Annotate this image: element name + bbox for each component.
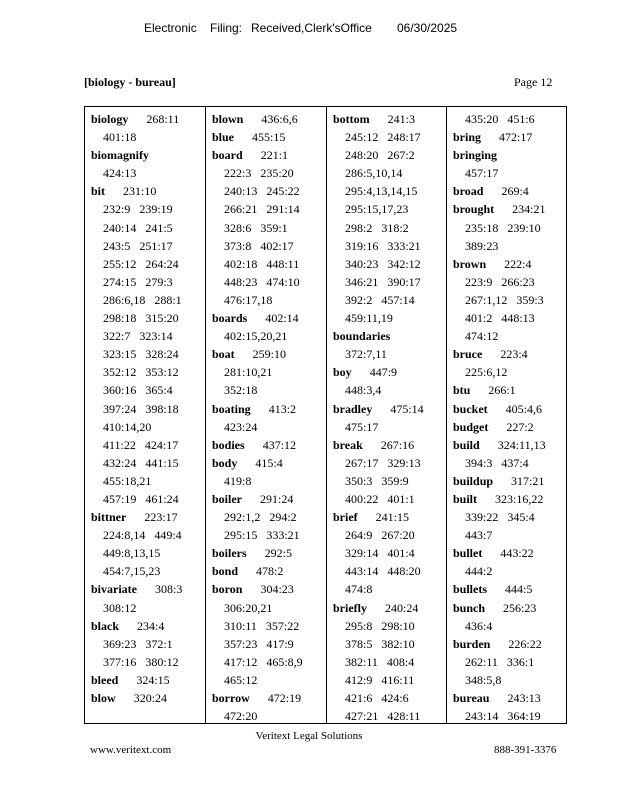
index-page-refs: 256:23 <box>503 600 537 615</box>
footer-phone: 888-391-3376 <box>494 744 557 756</box>
index-continuation: 298:18 315:20 <box>103 311 179 326</box>
index-continuation: 448:23 474:10 <box>224 274 300 289</box>
index-continuation: 475:17 <box>345 419 379 434</box>
index-page-refs: 447:9 <box>369 365 398 380</box>
index-page-refs: 240:24 <box>385 600 419 615</box>
index-continuation: 476:17,18 <box>224 292 273 307</box>
index-page-refs: 320:24 <box>133 691 168 705</box>
index-continuation: 417:12 465:8,9 <box>224 654 303 669</box>
index-term: bivariate <box>91 582 137 597</box>
index-page-refs: 266:1 <box>488 383 516 398</box>
index-continuation: 397:24 398:18 <box>103 401 179 416</box>
index-term: black <box>91 618 120 633</box>
index-entry <box>212 110 322 128</box>
index-page-refs: 241:15 <box>375 510 409 525</box>
index-term: bucket <box>453 401 488 416</box>
index-continuation: 340:23 342:12 <box>345 256 421 271</box>
index-term: borrow <box>212 691 250 705</box>
index-page-refs: 231:10 <box>123 184 157 199</box>
index-term: boiler <box>212 491 242 506</box>
index-term: bringing <box>453 148 498 163</box>
index-continuation: 400:22 401:1 <box>345 491 415 506</box>
index-page-refs: 221:1 <box>260 148 289 163</box>
index-continuation: 352:18 <box>224 383 258 398</box>
index-continuation: 224:8,14 449:4 <box>103 528 182 543</box>
index-continuation: 267:17 329:13 <box>345 455 421 470</box>
index-term: boundaries <box>333 329 391 344</box>
index-continuation: 295:15 333:21 <box>224 528 300 543</box>
index-continuation: 427:21 428:11 <box>345 709 421 723</box>
index-entry <box>91 671 201 689</box>
index-continuation: 412:9 416:11 <box>345 672 415 687</box>
index-entry <box>333 400 442 418</box>
index-entry <box>453 544 562 562</box>
index-continuation: 319:16 333:21 <box>345 238 421 253</box>
index-entry <box>453 490 562 508</box>
index-entry <box>212 454 322 472</box>
index-entry <box>453 689 562 707</box>
index-entry <box>453 146 562 164</box>
index-continuation: 435:20 451:6 <box>465 112 535 126</box>
index-continuation: 328:6 359:1 <box>224 220 288 235</box>
index-page-refs: 472:19 <box>267 691 302 705</box>
index-page-refs: 478:2 <box>256 564 284 579</box>
index-term: buildup <box>453 473 494 488</box>
index-continuation: 457:19 461:24 <box>103 491 179 506</box>
index-page-refs: 234:4 <box>137 618 165 633</box>
index-entry <box>212 345 322 363</box>
index-page-refs: 437:12 <box>262 437 297 452</box>
index-term: btu <box>453 383 471 398</box>
index-term: biology <box>91 112 129 126</box>
index-continuation: 432:24 441:15 <box>103 455 179 470</box>
index-entry <box>453 400 562 418</box>
index-entry <box>91 146 201 164</box>
page-number: Page 12 <box>514 75 553 89</box>
index-continuation: 323:15 328:24 <box>103 347 179 362</box>
index-entry <box>453 580 562 598</box>
index-continuation: 225:6,12 <box>465 365 508 380</box>
index-term: bullets <box>453 582 488 597</box>
index-continuation: 346:21 390:17 <box>345 274 421 289</box>
index-page-refs: 405:4,6 <box>505 401 543 416</box>
index-continuation: 373:8 402:17 <box>224 238 294 253</box>
index-entry <box>212 146 322 164</box>
index-continuation: 281:10,21 <box>224 365 273 380</box>
index-page-refs: 415:4 <box>255 455 283 470</box>
index-term: board <box>212 148 243 163</box>
index-entry <box>212 490 322 508</box>
footer-website: www.veritext.com <box>90 744 172 756</box>
index-page-refs: 292:5 <box>264 546 293 561</box>
index-entry <box>453 128 562 146</box>
index-continuation: 472:20 <box>224 709 258 723</box>
index-entry <box>333 327 442 345</box>
index-page-refs: 444:5 <box>505 582 533 597</box>
index-continuation: 266:21 291:14 <box>224 202 300 217</box>
index-term: burden <box>453 636 491 651</box>
index-entry <box>212 580 322 598</box>
index-continuation: 377:16 380:12 <box>103 654 179 669</box>
index-range-header: [biology - bureau] <box>84 75 176 89</box>
index-page-refs: 223:17 <box>144 510 178 525</box>
index-continuation: 245:12 248:17 <box>345 130 421 145</box>
index-column-4 <box>447 107 566 723</box>
index-entry <box>453 418 562 436</box>
index-entry <box>91 689 201 707</box>
index-term: built <box>453 491 478 506</box>
index-entry <box>333 436 442 454</box>
index-continuation: 369:23 372:1 <box>103 636 173 651</box>
index-continuation: 448:3,4 <box>345 383 382 398</box>
index-term: boards <box>212 311 248 326</box>
index-term: blow <box>91 691 116 705</box>
index-term: blue <box>212 130 235 145</box>
index-continuation: 348:5,8 <box>465 672 502 687</box>
index-continuation: 274:15 279:3 <box>103 274 173 289</box>
footer-company: Veritext Legal Solutions <box>255 730 363 742</box>
index-page-refs: 317:21 <box>511 473 545 488</box>
index-continuation: 474:12 <box>465 329 499 344</box>
index-entry <box>212 436 322 454</box>
index-continuation: 401:18 <box>103 130 137 145</box>
index-continuation: 222:3 235:20 <box>224 166 294 181</box>
index-term: bodies <box>212 437 245 452</box>
index-term: break <box>333 437 363 452</box>
index-continuation: 329:14 401:4 <box>345 546 415 561</box>
index-term: bring <box>453 130 482 145</box>
index-column-1 <box>85 107 206 723</box>
filing-stamp-label: Filing: <box>210 21 243 35</box>
index-continuation: 240:13 245:22 <box>224 184 300 199</box>
index-continuation: 352:12 353:12 <box>103 365 179 380</box>
index-page-refs: 291:24 <box>260 491 294 506</box>
index-page-refs: 268:11 <box>146 112 180 126</box>
index-page-refs: 227:2 <box>506 419 534 434</box>
index-term: briefly <box>333 600 367 615</box>
index-page-refs: 226:22 <box>508 636 542 651</box>
index-entry <box>212 544 322 562</box>
index-continuation: 240:14 241:5 <box>103 220 173 235</box>
index-page-refs: 243:13 <box>507 691 541 705</box>
index-term: bunch <box>453 600 486 615</box>
index-term: biomagnify <box>91 148 150 163</box>
index-term: boat <box>212 347 235 362</box>
index-continuation: 378:5 382:10 <box>345 636 415 651</box>
index-term: bittner <box>91 510 127 525</box>
index-continuation: 248:20 267:2 <box>345 148 415 163</box>
index-term: blown <box>212 112 244 126</box>
index-page-refs: 436:6,6 <box>261 112 298 126</box>
index-entry <box>212 562 322 580</box>
index-continuation: 372:7,11 <box>345 347 387 362</box>
index-entry <box>333 599 442 617</box>
index-entry <box>333 110 442 128</box>
index-continuation: 394:3 437:4 <box>465 455 529 470</box>
index-continuation: 410:14,20 <box>103 419 152 434</box>
index-continuation: 436:4 <box>465 618 493 633</box>
index-continuation: 465:12 <box>224 672 258 687</box>
index-continuation: 411:22 424:17 <box>103 437 179 452</box>
index-continuation: 389:23 <box>465 238 499 253</box>
index-entry <box>453 599 562 617</box>
index-continuation: 455:18,21 <box>103 473 152 488</box>
index-continuation: 292:1,2 294:2 <box>224 510 297 525</box>
index-entry <box>91 508 201 526</box>
index-continuation: 360:16 365:4 <box>103 383 173 398</box>
index-continuation: 223:9 266:23 <box>465 274 535 289</box>
index-term: bullet <box>453 546 483 561</box>
index-continuation: 392:2 457:14 <box>345 292 415 307</box>
index-term: boilers <box>212 546 247 561</box>
index-page-refs: 308:3 <box>155 582 183 597</box>
index-continuation: 419:8 <box>224 473 252 488</box>
index-page-refs: 241:3 <box>387 112 416 126</box>
index-continuation: 308:12 <box>103 600 137 615</box>
index-continuation: 402:18 448:11 <box>224 256 300 271</box>
index-term: boy <box>333 365 352 380</box>
index-continuation: 421:6 424:6 <box>345 691 409 705</box>
index-page-refs: 324:15 <box>136 672 170 687</box>
index-term: bit <box>91 184 106 199</box>
index-continuation: 443:7 <box>465 528 493 543</box>
index-continuation: 443:14 448:20 <box>345 564 421 579</box>
index-term: body <box>212 455 238 470</box>
index-entry <box>91 182 201 200</box>
index-term: bruce <box>453 347 483 362</box>
index-continuation: 310:11 357:22 <box>224 618 300 633</box>
index-column-2 <box>206 107 327 723</box>
index-continuation: 454:7,15,23 <box>103 564 161 579</box>
index-term: bureau <box>453 691 490 705</box>
index-continuation: 235:18 239:10 <box>465 220 541 235</box>
index-page-refs: 267:16 <box>380 437 415 452</box>
index-continuation: 322:7 323:14 <box>103 329 173 344</box>
index-page-refs: 472:17 <box>499 130 533 145</box>
index-entry <box>91 110 201 128</box>
index-page-refs: 259:10 <box>252 347 287 362</box>
index-page-refs: 304:23 <box>260 582 294 597</box>
index-continuation: 424:13 <box>103 166 137 181</box>
index-continuation: 339:22 345:4 <box>465 510 535 525</box>
index-continuation: 350:3 359:9 <box>345 473 409 488</box>
index-entry <box>453 381 562 399</box>
index-continuation: 449:8,13,15 <box>103 546 161 561</box>
index-continuation: 262:11 336:1 <box>465 654 535 669</box>
index-continuation: 459:11,19 <box>345 311 393 326</box>
index-entry <box>212 309 322 327</box>
index-continuation: 286:6,18 288:1 <box>103 292 182 307</box>
index-entry <box>333 508 442 526</box>
index-page-refs: 223:4 <box>500 347 528 362</box>
index-term: brown <box>453 256 487 271</box>
index-continuation: 295:4,13,14,15 <box>345 184 418 199</box>
index-page-refs: 222:4 <box>504 256 532 271</box>
index-page-refs: 324:11,13 <box>497 437 546 452</box>
index-entry <box>333 363 442 381</box>
index-continuation: 357:23 417:9 <box>224 636 294 651</box>
index-page-refs: 455:15 <box>252 130 286 145</box>
index-continuation: 232:9 239:19 <box>103 202 173 217</box>
index-continuation: 423:24 <box>224 419 258 434</box>
index-entry <box>212 689 322 707</box>
index-column-3 <box>327 107 447 723</box>
index-page-refs: 413:2 <box>268 401 297 416</box>
index-term: budget <box>453 419 489 434</box>
index-entry <box>91 580 201 598</box>
filing-stamp-electronic: Electronic <box>144 21 197 35</box>
index-term: bottom <box>333 112 370 126</box>
index-entry <box>212 128 322 146</box>
index-entry <box>453 436 562 454</box>
index-page-refs: 443:22 <box>500 546 534 561</box>
index-continuation: 402:15,20,21 <box>224 329 288 344</box>
index-page-refs: 234:21 <box>512 202 546 217</box>
index-entry <box>453 200 562 218</box>
index-term: boating <box>212 401 251 416</box>
index-entry <box>212 400 322 418</box>
index-continuation: 243:5 251:17 <box>103 238 173 253</box>
index-term: bond <box>212 564 239 579</box>
index-term: brought <box>453 202 495 217</box>
index-continuation: 267:1,12 359:3 <box>465 292 544 307</box>
index-page-refs: 402:14 <box>265 311 299 326</box>
index-continuation: 298:2 318:2 <box>345 220 409 235</box>
index-page-refs: 269:4 <box>501 184 529 199</box>
word-index-table <box>84 106 567 724</box>
index-continuation: 255:12 264:24 <box>103 256 179 271</box>
index-entry <box>91 617 201 635</box>
index-continuation: 382:11 408:4 <box>345 654 415 669</box>
index-entry <box>453 472 562 490</box>
index-continuation: 457:17 <box>465 166 499 181</box>
index-entry <box>453 345 562 363</box>
index-entry <box>453 255 562 273</box>
index-continuation: 401:2 448:13 <box>465 311 535 326</box>
index-term: boron <box>212 582 243 597</box>
index-page-refs: 323:16,22 <box>495 491 544 506</box>
index-page-refs: 475:14 <box>390 401 424 416</box>
index-continuation: 306:20,21 <box>224 600 273 615</box>
index-term: build <box>453 437 480 452</box>
index-entry <box>453 635 562 653</box>
index-continuation: 295:15,17,23 <box>345 202 409 217</box>
index-term: brief <box>333 510 358 525</box>
index-continuation: 444:2 <box>465 564 493 579</box>
index-continuation: 295:8 298:10 <box>345 618 415 633</box>
index-term: bradley <box>333 401 373 416</box>
index-continuation: 286:5,10,14 <box>345 166 403 181</box>
index-continuation: 243:14 364:19 <box>465 709 541 723</box>
index-term: broad <box>453 184 484 199</box>
filing-stamp-date: 06/30/2025 <box>397 21 458 35</box>
index-continuation: 474:8 <box>345 582 373 597</box>
index-continuation: 264:9 267:20 <box>345 528 415 543</box>
index-entry <box>453 182 562 200</box>
index-term: bleed <box>91 672 119 687</box>
filing-stamp-received: Received,Clerk'sOffice <box>251 21 372 35</box>
